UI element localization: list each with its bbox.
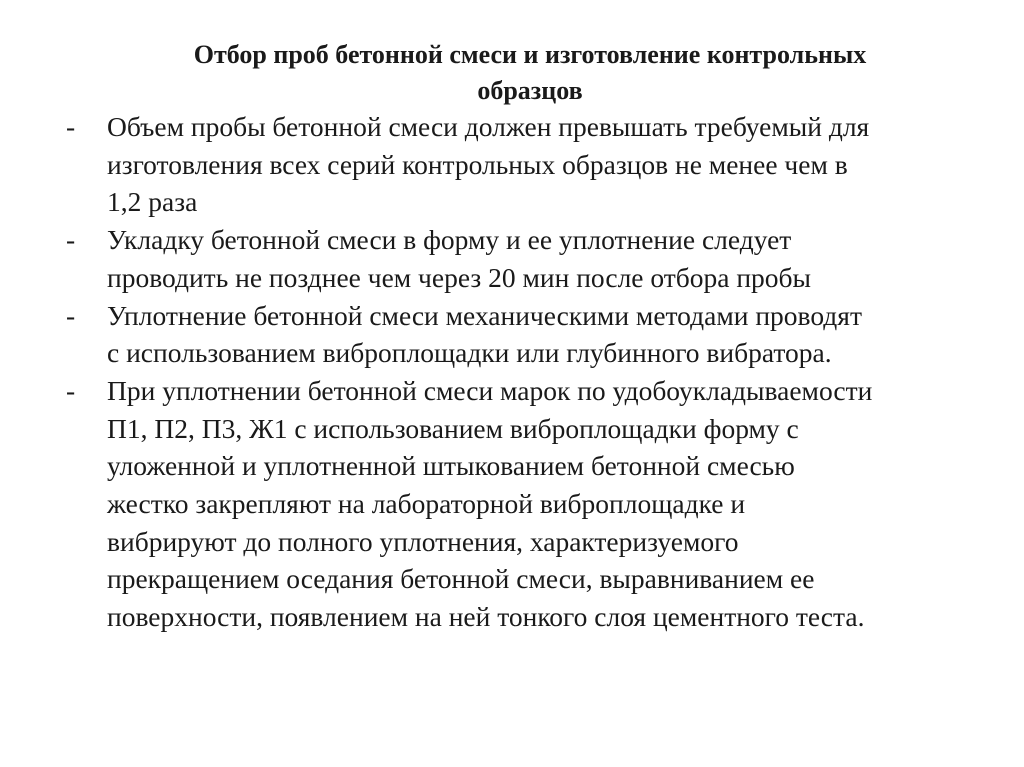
- bullet-line: Объем пробы бетонной смеси должен превышать требуемый для: [107, 111, 870, 142]
- bullet-dash: -: [66, 374, 76, 406]
- bullet-item-sample-volume: [66, 108, 996, 221]
- bullet-line: поверхности, появлением на ней тонкого слоя цементного теста.: [107, 601, 865, 633]
- bullet-line: уложенной и уплотненной штыкованием бетонной смесью: [107, 450, 795, 482]
- bullet-dash: -: [66, 224, 76, 256]
- bullet-line: Уплотнение бетонной смеси механическими методами проводят: [107, 299, 862, 331]
- slide-title: [100, 37, 960, 109]
- bullet-line: прекращением оседания бетонной смеси, выравниванием ее: [107, 563, 815, 595]
- bullet-item-placement-time: [66, 221, 996, 296]
- bullet-list: [66, 108, 996, 636]
- bullet-line: изготовления всех серий контрольных образцов не менее чем в: [107, 148, 848, 180]
- bullet-item-mechanical-compaction: [66, 297, 996, 372]
- bullet-item-vibration-table: [66, 372, 996, 636]
- bullet-line: жестко закрепляют на лабораторной виброплощадке и: [107, 488, 746, 520]
- bullet-line: При уплотнении бетонной смеси марок по удобоукладываемости: [107, 374, 873, 406]
- bullet-line: П1, П2, П3, Ж1 с использованием виброплощадки форму с: [107, 412, 799, 444]
- bullet-dash: -: [66, 111, 76, 142]
- bullet-line: вибрируют до полного уплотнения, характеризуемого: [107, 525, 739, 557]
- bullet-line: проводить не позднее чем через 20 мин после отбора пробы: [107, 261, 812, 293]
- slide-title-line: образцов: [477, 76, 583, 105]
- bullet-dash: -: [66, 299, 76, 331]
- bullet-line: Укладку бетонной смеси в форму и ее уплотнение следует: [107, 224, 792, 256]
- slide-title-line: Отбор проб бетонной смеси и изготовление контрольных: [193, 40, 867, 69]
- bullet-line: 1,2 раза: [107, 186, 198, 218]
- bullet-line: с использованием виброплощадки или глубинного вибратора.: [107, 337, 832, 369]
